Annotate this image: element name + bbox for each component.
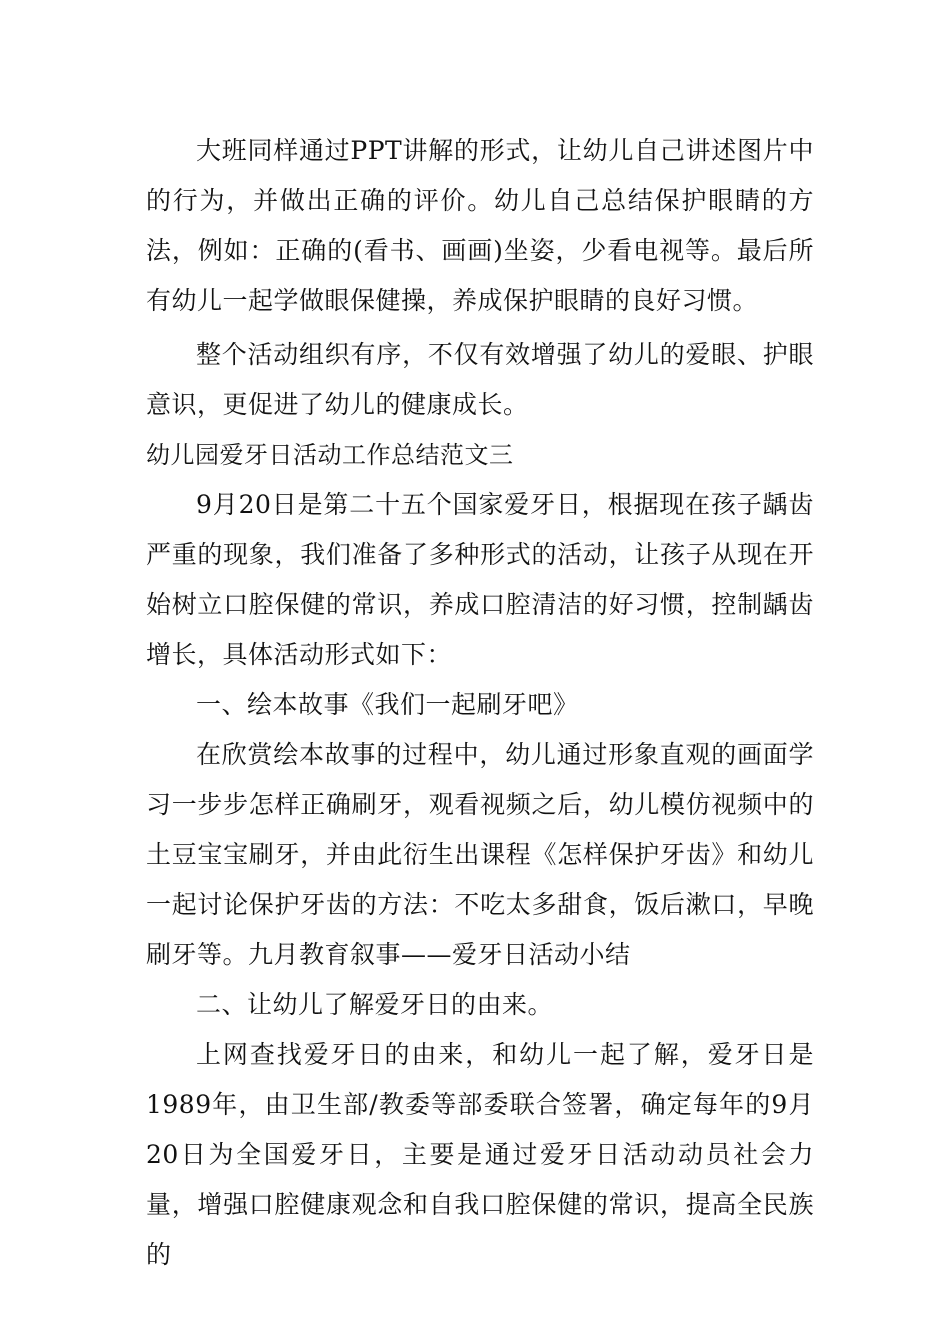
document-body	[146, 126, 814, 1280]
paragraph-activity-conclusion: 整个活动组织有序，不仅有效增强了幼儿的爱眼、护眼意识，更促进了幼儿的健康成长。	[146, 340, 814, 419]
paragraph-tooth-day-intro: 9月20日是第二十五个国家爱牙日，根据现在孩子龋齿严重的现象，我们准备了多种形式的活动，让孩子从现在开始树立口腔保健的常识，养成口腔清洁的好习惯，控制龋齿增长，具体活动形式如下：	[146, 490, 814, 669]
section-title: 幼儿园爱牙日活动工作总结范文三	[146, 441, 514, 469]
paragraph-picture-book: 在欣赏绘本故事的过程中，幼儿通过形象直观的画面学习一步步怎样正确刷牙，观看视频之后，幼儿模仿视频中的土豆宝宝刷牙，并由此衍生出课程《怎样保护牙齿》和幼儿一起讨论保护牙齿的方法：不吃太多甜食，饭后漱口，早晚刷牙等。九月教育叙事——爱牙日活动小结	[146, 740, 814, 969]
paragraph-eye-care-summary: 大班同样通过PPT讲解的形式，让幼儿自己讲述图片中的行为，并做出正确的评价。幼儿自己总结保护眼睛的方法，例如：正确的(看书、画画)坐姿，少看电视等。最后所有幼儿一起学做眼保健操，养成保护眼睛的良好习惯。	[146, 136, 814, 315]
subheading-picture-book: 一、绘本故事《我们一起刷牙吧》	[196, 690, 579, 719]
subheading-tooth-day-origin: 二、让幼儿了解爱牙日的由来。	[196, 990, 554, 1019]
paragraph-tooth-day-origin: 上网查找爱牙日的由来，和幼儿一起了解，爱牙日是1989年，由卫生部/教委等部委联合签署，确定每年的9月20日为全国爱牙日，主要是通过爱牙日活动动员社会力量，增强口腔健康观念和自我口腔保健的常识，提高全民族的	[146, 1040, 814, 1269]
